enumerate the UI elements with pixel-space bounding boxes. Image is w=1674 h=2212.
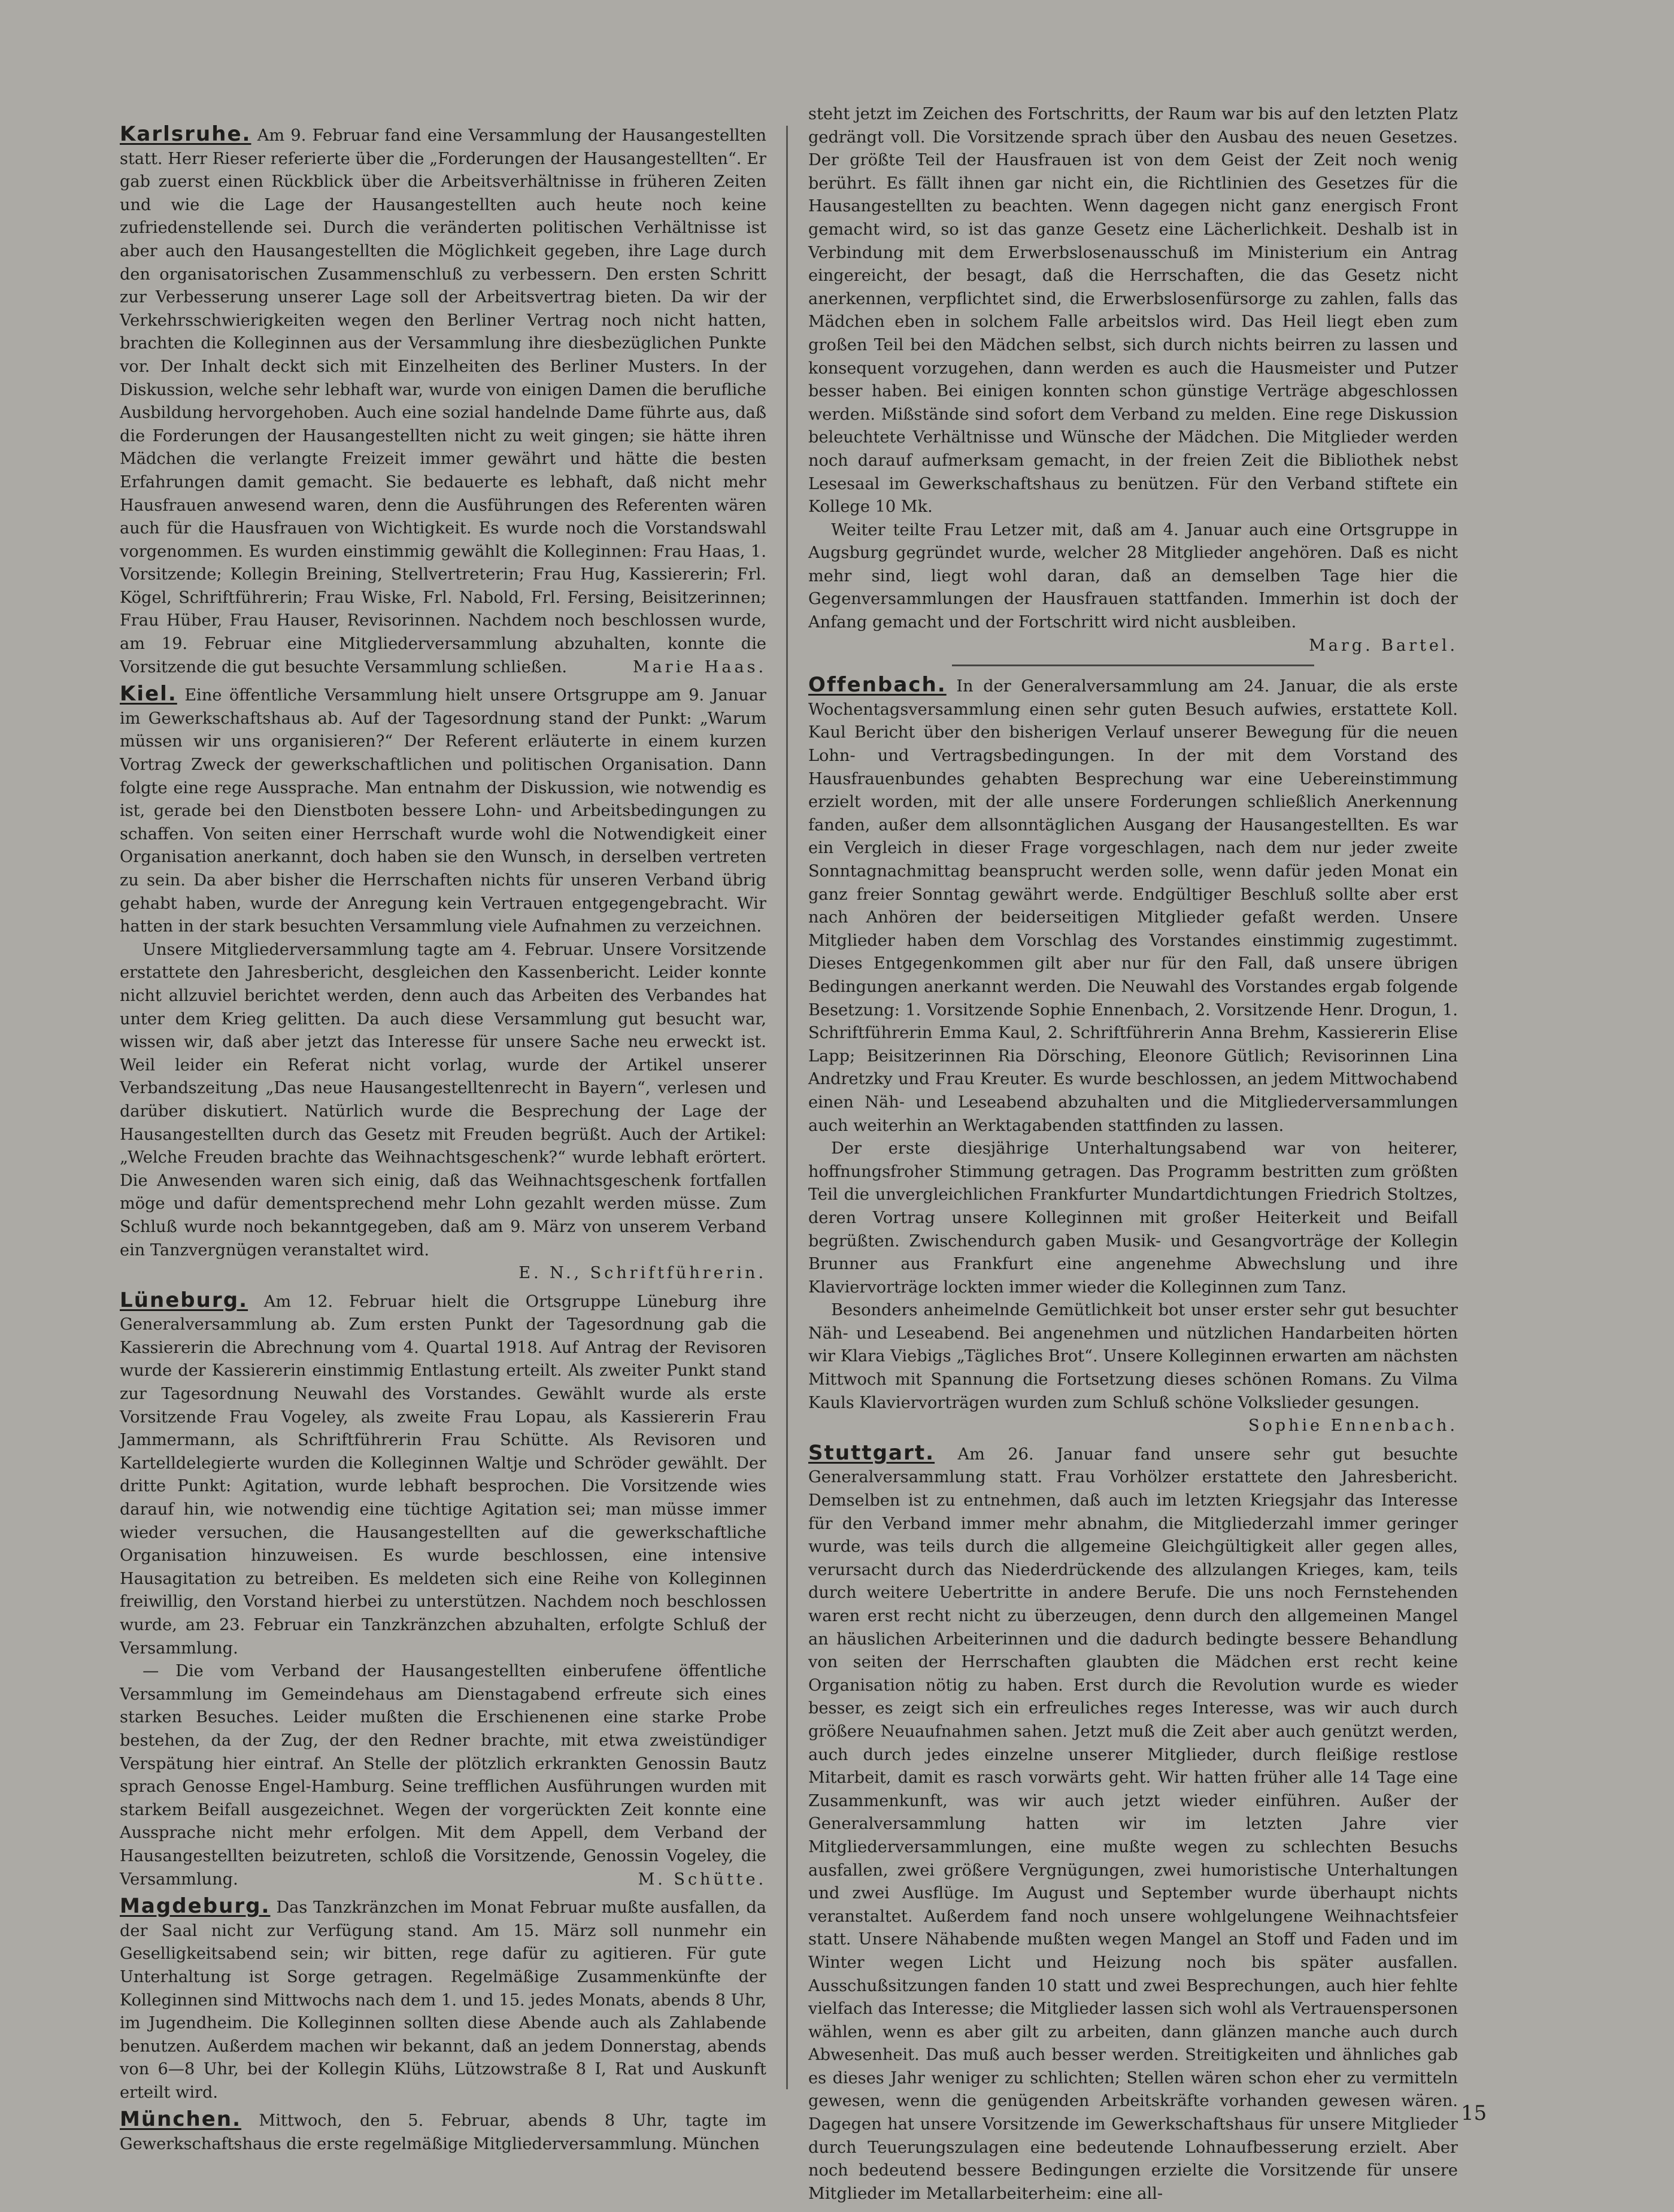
report-lueneburg — [120, 1289, 766, 1891]
report-kiel — [120, 682, 766, 1285]
heading-kiel: Kiel. — [120, 682, 177, 706]
text-muenchen-cont-1: steht jetzt im Zeichen des Fortschritts, der Raum war bis auf den letzten Platz gedrängt voll. Die Vorsitzende sprach über den Ausbau des neuen Gesetzes. Der größte Teil der Hausfrauen ist von dem Geist der Zeit noch wenig berührt. Es fällt ihnen gar nicht ein, die Richtlinien des Gesetzes für die Hausangestellten zu beachten. Wenn dagegen nicht ganz energisch Front gemacht wird, so ist das ganze Gesetz eine Lächerlichkeit. Deshalb ist in Verbindung mit dem Erwerbslosenausschuß im Ministerium ein Antrag eingereicht, der besagt, daß die Herrschaften, die das Gesetz nicht anerkennen, verpflichtet sind, die Erwerbslosenfürsorge zu zahlen, falls das Mädchen eben in solchem Falle arbeitslos wird. Das Heil liegt eben zum großen Teil bei den Mädchen selbst, sich durch nichts beirren zu lassen und konsequent vorzugehen, dann werden es auch die Hausmeister und Putzer besser haben. Bei einigen konnten schon günstige Verträge abgeschlossen werden. Mißstände sind sofort dem Verband zu melden. Eine rege Diskussion beleuchtete Verhältnisse und Wünsche der Mädchen. Die Mitglieder werden noch darauf aufmerksam gemacht, in der freien Zeit die Bibliothek nebst Lesesaal im Gewerkschaftshaus zu benützen. Für den Verband stiftete ein Kollege 10 Mk. — [808, 105, 1458, 517]
signature-lueneburg: M. Schütte. — [638, 1870, 766, 1889]
text-magdeburg: Das Tanzkränzchen im Monat Februar mußte ausfallen, da der Saal nicht zur Verfügung stand. Am 15. März soll nunmehr ein Geselligkeitsabend sein; wir bitten, rege dafür zu agitieren. Für gute Unterhaltung ist Sorge getragen. Regelmäßige Zusammenkünfte der Kolleginnen sind Mittwochs nach dem 1. und 15. jedes Monats, abends 8 Uhr, im Jugendheim. Die Kolleginnen sollten diese Abende auch als Zahlabende benutzen. Außerdem machen wir bekannt, daß an jedem Donnerstag, abends von 6—8 Uhr, bei der Kollegin Klühs, Lützowstraße 8 I, Rat und Auskunft erteilt wird. — [120, 1898, 766, 2102]
text-offenbach-1: In der Generalversammlung am 24. Januar, die als erste Wochentagsversammlung einen sehr guten Besuch aufwies, erstattete Koll. Kaul Bericht über den bisherigen Verlauf unserer Bewegung für die neuen Lohn- und Vertragsbedingungen. In der mit dem Vorstand des Hausfrauenbundes gehabten Besprechung war eine Uebereinstimmung erzielt worden, mit der alle unsere Forderungen schließlich Anerkennung fanden, außer dem allsonntäglichen Ausgang der Hausangestellten. Es war ein Vergleich in dieser Frage vorgeschlagen, nach dem nur jeder zweite Sonntagnachmittag beansprucht werden solle, wenn dafür jeden Monat ein ganz freier Sonntag gewährt werde. Endgültiger Beschluß sollte aber erst nach Anhören der beiderseitigen Mitglieder gefaßt werden. Unsere Mitglieder haben dem Vorschlag des Vorstandes einstimmig zugestimmt. Dieses Entgegenkommen gilt aber nur für den Fall, daß unsere übrigen Bedingungen anerkannt werden. Die Neuwahl des Vorstandes ergab folgende Besetzung: 1. Vorsitzende Sophie Ennenbach, 2. Vorsitzende Henr. Drogun, 1. Schriftführerin Emma Kaul, 2. Schriftführerin Anna Brehm, Kassiererin Elise Lapp; Beisitzerinnen Ria Dörsching, Eleonore Gütlich; Revisorinnen Lina Andretzky und Frau Kreuter. Es wurde beschlossen, an jedem Mittwochabend einen Näh- und Leseabend abzuhalten und die Mitgliederversammlungen auch weiterhin an Werktagabenden stattfinden zu lassen. — [808, 677, 1458, 1135]
heading-muenchen: München. — [120, 2107, 242, 2132]
report-stuttgart — [808, 1442, 1458, 2206]
text-muenchen: Mittwoch, den 5. Februar, abends 8 Uhr, tagte im Gewerkschaftshaus die erste regelmäßige Mitgliederversammlung. München — [120, 2111, 766, 2154]
text-lueneburg-2: — Die vom Verband der Hausangestellten einberufene öffentliche Versammlung im Gemeindehaus am Dienstagabend erfreute sich eines starken Besuches. Leider mußten die Erschienenen eine starke Probe bestehen, da der Zug, der den Redner brachte, mit etwa zweistündiger Verspätung hier eintraf. An Stelle der plötzlich erkrankten Genossin Bautz sprach Genosse Engel-Hamburg. Seine trefflichen Ausführungen wurden mit starkem Beifall ausgezeichnet. Wegen der vorgerückten Zeit konnte eine Aussprache nicht mehr erfolgen. Mit dem Appell, dem Verband der Hausangestellten beizutreten, schloß die Vorsitzende, Genossin Vogeley, die Versammlung. — [120, 1662, 766, 1889]
text-kiel-2: Unsere Mitgliederversammlung tagte am 4. Februar. Unsere Vorsitzende erstattete den Jahresbericht, desgleichen den Kassenbericht. Leider konnte nicht allzuviel berichtet werden, denn auch das Arbeiten des Verbandes hat unter dem Krieg gelitten. Da auch diese Versammlung gut besucht war, wissen wir, daß aber jetzt das Interesse für unsere Sache neu erweckt ist. Weil leider ein Referat nicht vorlag, wurde der Artikel unserer Verbandszeitung „Das neue Hausangestelltenrecht in Bayern“, verlesen und darüber diskutiert. Natürlich wurde die Besprechung der Lage der Hausangestellten durch das Gesetz mit Freuden begrüßt. Auch der Artikel: „Welche Freuden brachte das Weihnachtsgeschenk?“ wurde lebhaft erörtert. Die Anwesenden waren sich einig, daß das Weihnachtsgeschenk fortfallen möge und dafür dementsprechend mehr Lohn gezahlt werden müsse. Zum Schluß wurde noch bekanntgegeben, daß am 9. März von unserem Verband ein Tanzvergnügen veranstaltet wird. — [120, 940, 766, 1260]
text-offenbach-2: Der erste diesjährige Unterhaltungsabend war von heiterer, hoffnungsfroher Stimmung getragen. Das Programm bestritten zum größten Teil die unvergleichlichen Frankfurter Mundartdichtungen Friedrich Stoltzes, deren Vortrag unsere Kolleginnen mit großer Heiterkeit und Beifall begrüßten. Zwischendurch gaben Musik- und Gesangvorträge der Kollegin Brunner aus Frankfurt eine angenehme Abwechslung und ihre Klaviervorträge lockten immer wieder die Kolleginnen zum Tanz. — [808, 1139, 1458, 1297]
text-stuttgart: Am 26. Januar fand unsere sehr gut besuchte Generalversammlung statt. Frau Vorhölzer erstattete den Jahresbericht. Demselben ist zu entnehmen, daß auch im letzten Kriegsjahr das Interesse für den Verband immer mehr abnahm, die Mitgliederzahl immer geringer wurde, was teils durch die allgemeine Gleichgültigkeit aller gegen alles, verursacht durch das Niederdrückende des allzulangen Krieges, kam, teils durch weitere Uebertritte in andere Berufe. Die uns noch Fernstehenden waren erst recht nicht zu überzeugen, denn durch den allgemeinen Mangel an häuslichen Arbeiterinnen und die dadurch bedingte bessere Behandlung von seiten der Herrschaften glaubten die Mädchen erst recht keine Organisation nötig zu haben. Erst durch die Revolution wurde es wieder besser, es zeigt sich ein erfreuliches reges Interesse, was wir auch durch größere Neuaufnahmen sahen. Jetzt muß die Zeit aber auch genützt werden, auch durch jedes einzelne unserer Mitglieder, durch fleißige restlose Mitarbeit, damit es rasch vorwärts geht. Wir hatten früher alle 14 Tage eine Zusammenkunft, was wir auch jetzt wieder einführen. Außer der Generalversammlung hatten wir im letzten Jahre vier Mitgliederversammlungen, eine mußte wegen zu schlechten Besuchs ausfallen, zwei größere Vergnügungen, zwei humoristische Unterhaltungen und zwei Ausflüge. Im August und September wurde überhaupt nichts veranstaltet. Außerdem fand noch unsere wohlgelungene Weihnachtsfeier statt. Unsere Nähabende mußten wegen Mangel an Stoff und Faden und im Winter wegen Licht und Heizung noch bis später ausfallen. Ausschußsitzungen fanden 10 statt und zwei Besprechungen, auch hier fehlte vielfach das Interesse; die Mitglieder lassen sich wohl als Vertrauenspersonen wählen, wenn es aber gilt zu arbeiten, dann glänzen manche auch durch Abwesenheit. Das muß auch besser werden. Streitigkeiten und ähnliches gab es dieses Jahr weniger zu schlichten; Stellen wären schon eher zu vermitteln gewesen, wenn die genügenden Arbeitskräfte vorhanden gewesen wären. Dagegen hat unsere Vorsitzende im Gewerkschaftshaus für unsere Mitglieder durch Teuerungszulagen eine bedeutende Lohnaufbesserung erzielt. Aber noch bedeutend bessere Bedingungen erzielte die Vorsitzende für unsere Mitglieder im Metallarbeiterheim: eine all- — [808, 1445, 1458, 2203]
heading-offenbach: Offenbach. — [808, 673, 947, 697]
signature-karlsruhe: Marie Haas. — [632, 657, 766, 676]
signature-muenchen: Marg. Bartel. — [1309, 636, 1458, 655]
report-muenchen-continued — [808, 103, 1458, 657]
signature-kiel: E. N., Schriftführerin. — [518, 1264, 766, 1283]
column-divider — [786, 126, 788, 2089]
report-offenbach — [808, 673, 1458, 1438]
right-column — [808, 103, 1458, 2209]
text-offenbach-3: Besonders anheimelnde Gemütlichkeit bot unser erster sehr gut besuchter Näh- und Leseabend. Bei angenehmen und nützlichen Handarbeiten hörten wir Klara Viebigs „Tägliches Brot“. Unsere Kolleginnen erwarten am nächsten Mittwoch mit Spannung die Fortsetzung dieses schönen Romans. Zu Vilma Kauls Klaviervorträgen wurden zum Schluß schöne Volkslieder gesungen. — [808, 1301, 1458, 1412]
section-divider — [952, 664, 1314, 666]
report-karlsruhe — [120, 123, 766, 679]
left-column — [120, 123, 766, 2160]
text-lueneburg-1: Am 12. Februar hielt die Ortsgruppe Lüneburg ihre Generalversammlung ab. Zum ersten Punkt der Tagesordnung gab die Kassiererin die Abrechnung vom 4. Quartal 1918. Auf Antrag der Revisoren wurde der Kassiererin einstimmig Entlastung erteilt. Als zweiter Punkt stand zur Tagesordnung Neuwahl des Vorstandes. Gewählt wurde als erste Vorsitzende Frau Vogeley, als zweite Frau Lopau, als Kassiererin Frau Jammermann, als Schriftführerin Frau Schütte. Als Revisoren und Kartelldelegierte wurden die Kolleginnen Waltje und Schröder gewählt. Der dritte Punkt: Agitation, wurde lebhaft besprochen. Die Vorsitzende wies darauf hin, wie notwendig eine tüchtige Agitation sei; man müsse immer wieder versuchen, die Hausangestellten auf die gewerkschaftliche Organisation hinzuweisen. Es wurde beschlossen, eine intensive Hausagitation zu betreiben. Es meldeten sich eine Reihe von Kolleginnen freiwillig, den Vorstand hierbei zu unterstützen. Nachdem noch beschlossen wurde, am 23. Februar ein Tanzkränzchen abzuhalten, erfolgte Schluß der Versammlung. — [120, 1292, 766, 1658]
heading-magdeburg: Magdeburg. — [120, 1894, 271, 1919]
text-muenchen-cont-2: Weiter teilte Frau Letzer mit, daß am 4. Januar auch eine Ortsgruppe in Augsburg gegründet wurde, welcher 28 Mitglieder angehören. Daß es nicht mehr sind, liegt wohl daran, daß an demselben Tage hier die Gegenversammlungen der Hausfrauen stattfanden. Immerhin ist doch der Anfang gemacht und der Fortschritt wird nicht ausbleiben. — [808, 520, 1458, 632]
heading-lueneburg: Lüneburg. — [120, 1288, 248, 1312]
heading-stuttgart: Stuttgart. — [808, 1440, 935, 1465]
report-magdeburg — [120, 1895, 766, 2104]
text-karlsruhe: Am 9. Februar fand eine Versammlung der Hausangestellten statt. Herr Rieser referierte über die „Forderungen der Hausangestellten“. Er gab zuerst einen Rückblick über die Arbeitsverhältnisse in früheren Zeiten und wie die Lage der Hausangestellten auch heute noch keine zufriedenstellende sei. Durch die veränderten politischen Verhältnisse ist aber auch den Hausangestellten die Möglichkeit gegeben, ihre Lage durch den organisatorischen Zusammenschluß zu verbessern. Den ersten Schritt zur Verbesserung unserer Lage soll der Arbeitsvertrag bieten. Da wir der Verkehrsschwierigkeiten wegen den Berliner Vertrag noch nicht hatten, brachten die Kolleginnen aus der Versammlung ihre diesbezüglichen Punkte vor. Der Inhalt deckt sich mit Einzelheiten des Berliner Musters. In der Diskussion, welche sehr lebhaft war, wurde von einigen Damen die berufliche Ausbildung hervorgehoben. Auch eine sozial handelnde Dame führte aus, daß die Forderungen der Hausangestellten nicht zu weit gingen; sie hätte ihren Mädchen die verlangte Freizeit immer gewährt und hätte die besten Erfahrungen damit gemacht. Sie bedauerte es lebhaft, daß nicht mehr Hausfrauen anwesend waren, denn die Ausführungen des Referenten wären auch für die Hausfrauen von Wichtigkeit. Es wurde noch die Vorstandswahl vorgenommen. Es wurden einstimmig gewählt die Kolleginnen: Frau Haas, 1. Vorsitzende; Kollegin Breining, Stellvertreterin; Frau Hug, Kassiererin; Frl. Kögel, Schriftführerin; Frau Wiske, Frl. Nabold, Frl. Fersing, Beisitzerinnen; Frau Hüber, Frau Hauser, Revisorinnen. Nachdem noch beschlossen wurde, am 19. Februar eine Mitgliederversammlung abzuhalten, konnte die Vorsitzende die gut besuchte Versammlung schließen. — [120, 126, 766, 676]
heading-karlsruhe: Karlsruhe. — [120, 122, 251, 146]
signature-offenbach: Sophie Ennenbach. — [1248, 1416, 1458, 1436]
page-number: 15 — [1461, 2101, 1487, 2125]
report-muenchen — [120, 2108, 766, 2156]
text-kiel-1: Eine öffentliche Versammlung hielt unsere Ortsgruppe am 9. Januar im Gewerkschaftshaus ab. Auf der Tagesordnung stand der Punkt: „Warum müssen wir uns organisieren?“ Der Referent erläuterte in einem kurzen Vortrag Zweck der gewerkschaftlichen und politischen Organisation. Dann folgte eine rege Aussprache. Man entnahm der Diskussion, wie notwendig es ist, gerade bei den Dienstboten bessere Lohn- und Arbeitsbedingungen zu schaffen. Von seiten einer Herrschaft wurde wohl die Notwendigkeit einer Organisation anerkannt, doch haben sie den Wunsch, in derselben vertreten zu sein. Da aber bisher die Herrschaften nichts für unseren Verband übrig gehabt haben, wurde der Anregung kein Vertrauen entgegengebracht. Wir hatten in der stark besuchten Versammlung viele Aufnahmen zu verzeichnen. — [120, 686, 766, 936]
